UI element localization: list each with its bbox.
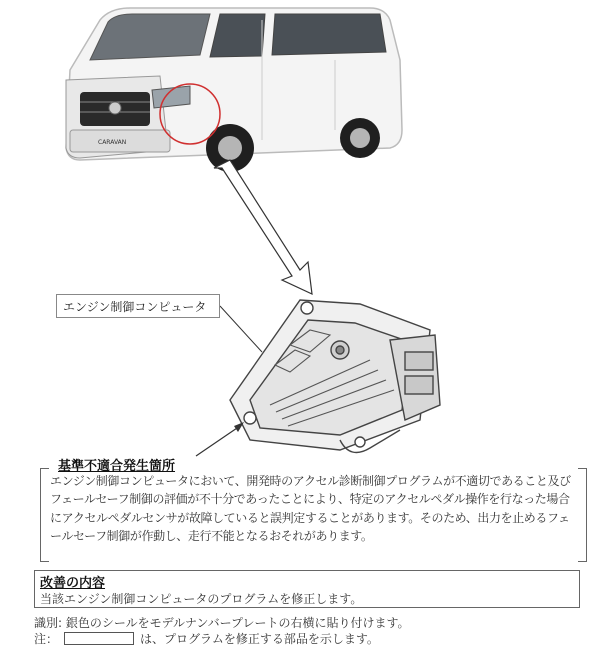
part-marker-swatch [64, 632, 134, 645]
note-suffix: は、プログラムを修正する部品を示します。 [140, 632, 379, 646]
van-badge: CARAVAN [98, 139, 127, 146]
improvement-title: 改善の内容 [40, 576, 106, 591]
identification-note: 識別: 銀色のシールをモデルナンバープレートの右横に貼り付けます。 [34, 616, 410, 630]
note-row [34, 630, 379, 647]
bracket-right [578, 468, 587, 562]
bracket-left [40, 468, 49, 562]
ecu-illustration [190, 290, 450, 470]
defect-location-title: 基準不適合発生箇所 [58, 459, 176, 474]
ecu-label: エンジン制御コンピュータ [56, 294, 220, 318]
improvement-text: 当該エンジン制御コンピュータのプログラムを修正します。 [40, 592, 363, 606]
defect-description: エンジン制御コンピュータにおいて、開発時のアクセル診断制御プログラムが不適切であること及びフェールセーフ制御の評価が不十分であったことにより、特定のアクセルペダル操作を行なった場合にアクセルペダルセンサが故障していると誤判定することがあります。そのため、出力を止めるフェールセーフ制御が作動し、走行不能となるおそれがあります。 [50, 474, 571, 544]
van-illustration [40, 0, 410, 200]
note-prefix: 注： [34, 632, 59, 646]
